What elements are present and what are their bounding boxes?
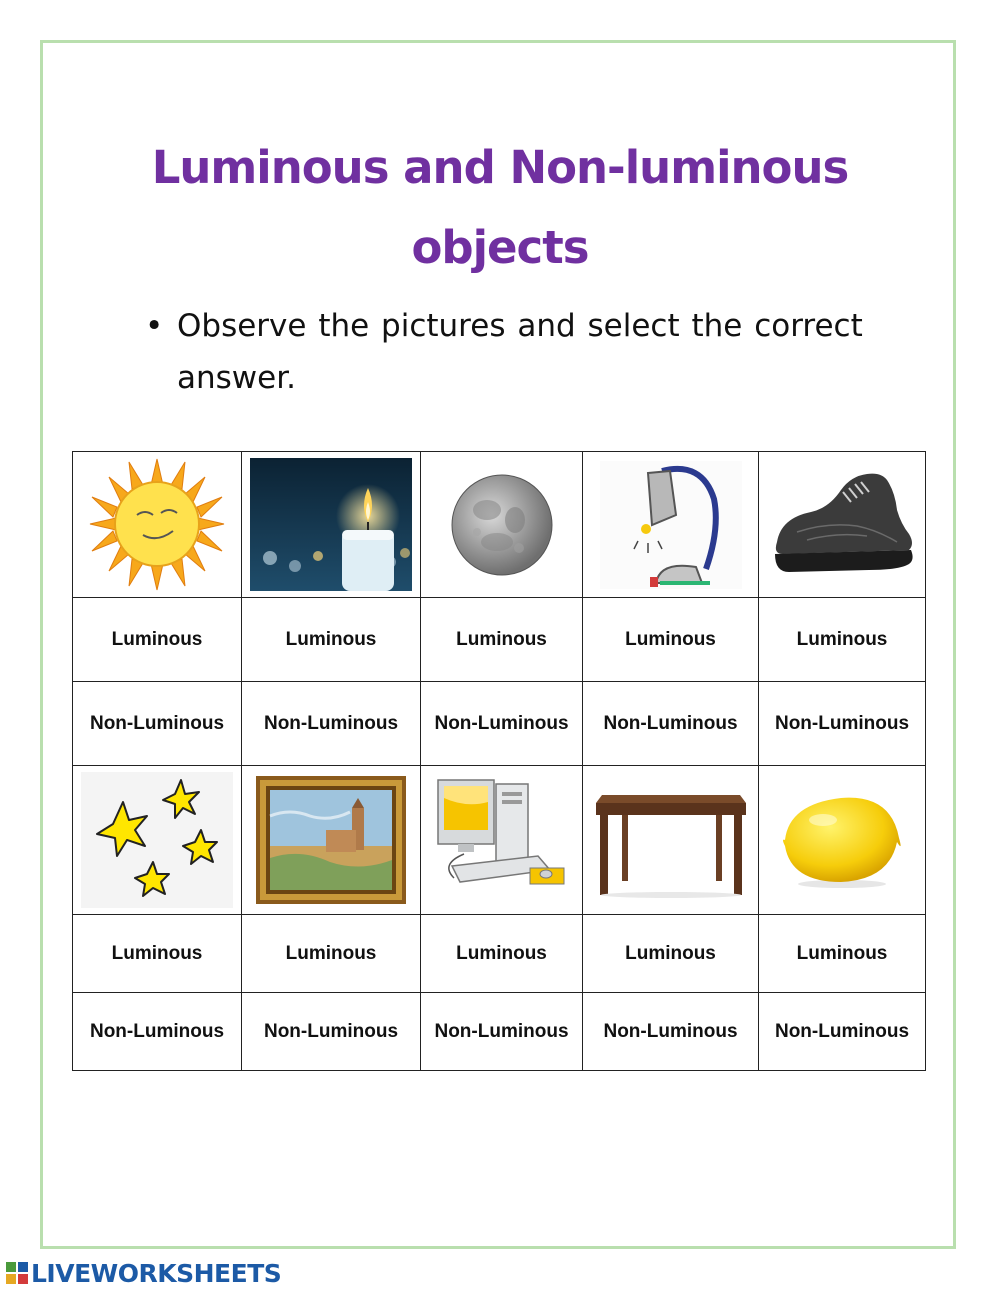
option-luminous[interactable]: Luminous — [73, 598, 242, 682]
logo-square — [18, 1274, 28, 1284]
bullet-icon: • — [145, 308, 164, 344]
framed-painting-icon — [256, 776, 406, 904]
moon-icon — [447, 470, 557, 580]
option-row-non-luminous-2 — [73, 993, 926, 1071]
option-luminous[interactable]: Luminous — [242, 915, 421, 993]
option-luminous[interactable]: Luminous — [583, 598, 759, 682]
option-non-luminous[interactable]: Non-Luminous — [583, 993, 759, 1071]
option-non-luminous[interactable]: Non-Luminous — [421, 682, 583, 766]
option-row-luminous-1 — [73, 598, 926, 682]
picture-row-2 — [73, 766, 926, 915]
table-icon — [594, 781, 748, 899]
option-luminous[interactable]: Luminous — [73, 915, 242, 993]
title-line-1: Luminous and Non-luminous — [151, 141, 849, 194]
brand-name: LIVEWORKSHEETS — [31, 1258, 282, 1288]
desk-lamp-icon — [600, 461, 742, 589]
picture-cell — [759, 452, 926, 598]
logo-square — [6, 1262, 16, 1272]
option-non-luminous[interactable]: Non-Luminous — [421, 993, 583, 1071]
picture-cell — [242, 452, 421, 598]
option-luminous[interactable]: Luminous — [242, 598, 421, 682]
option-luminous[interactable]: Luminous — [421, 598, 583, 682]
candle-icon — [250, 458, 412, 591]
logo-square — [18, 1262, 28, 1272]
sun-icon — [87, 457, 227, 592]
instruction-text: Observe the pictures and select the correct answer. — [177, 308, 863, 396]
answer-grid — [72, 451, 926, 1071]
logo-square — [6, 1274, 16, 1284]
picture-cell — [242, 766, 421, 915]
option-luminous[interactable]: Luminous — [583, 915, 759, 993]
option-non-luminous[interactable]: Non-Luminous — [583, 682, 759, 766]
option-non-luminous[interactable]: Non-Luminous — [73, 993, 242, 1071]
computer-icon — [434, 778, 570, 902]
picture-cell — [583, 766, 759, 915]
sneaker-icon — [767, 470, 917, 580]
worksheet-title — [60, 128, 940, 288]
logo-squares-icon — [6, 1262, 28, 1284]
option-luminous[interactable]: Luminous — [759, 598, 926, 682]
lemon-icon — [779, 790, 905, 890]
option-luminous[interactable]: Luminous — [421, 915, 583, 993]
picture-cell — [583, 452, 759, 598]
title-line-2: objects — [411, 221, 589, 274]
stars-icon — [81, 772, 233, 908]
option-non-luminous[interactable]: Non-Luminous — [73, 682, 242, 766]
option-non-luminous[interactable]: Non-Luminous — [759, 682, 926, 766]
option-luminous[interactable]: Luminous — [759, 915, 926, 993]
picture-cell — [421, 452, 583, 598]
option-row-non-luminous-1 — [73, 682, 926, 766]
picture-cell — [73, 452, 242, 598]
picture-row-1 — [73, 452, 926, 598]
option-non-luminous[interactable]: Non-Luminous — [242, 993, 421, 1071]
option-non-luminous[interactable]: Non-Luminous — [242, 682, 421, 766]
option-row-luminous-2 — [73, 915, 926, 993]
picture-cell — [73, 766, 242, 915]
picture-cell — [421, 766, 583, 915]
instruction — [145, 300, 890, 404]
picture-cell — [759, 766, 926, 915]
liveworksheets-logo[interactable] — [6, 1258, 281, 1288]
option-non-luminous[interactable]: Non-Luminous — [759, 993, 926, 1071]
